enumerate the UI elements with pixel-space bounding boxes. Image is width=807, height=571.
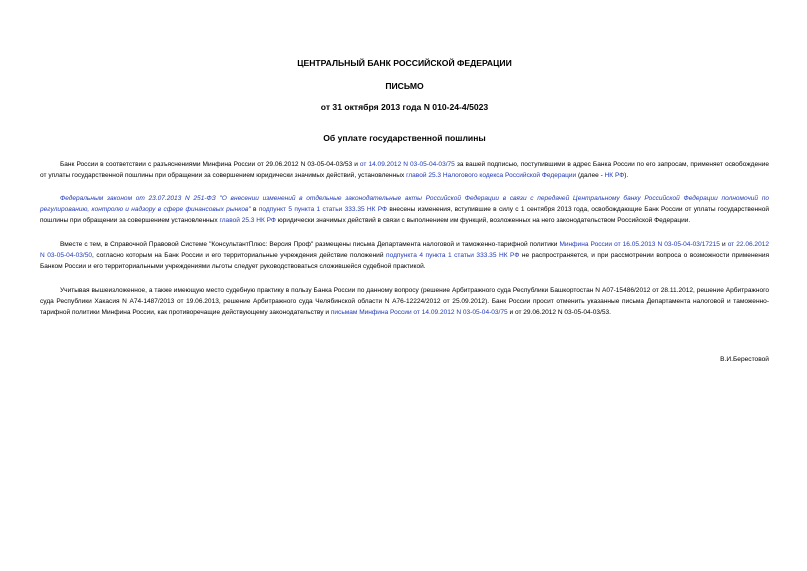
paragraph-text: и от 29.06.2012 N 03-05-04-03/53.: [507, 309, 611, 316]
link-minfin-letter-14-09-2012[interactable]: от 14.09.2012 N 03-05-04-03/75: [359, 161, 455, 168]
link-minfin-letter-16-05-2013[interactable]: Минфина России от 16.05.2013 N 03-05-04-03/17215: [559, 241, 720, 248]
issuer-title: ЦЕНТРАЛЬНЫЙ БАНК РОССИЙСКОЙ ФЕДЕРАЦИИ: [297, 58, 512, 68]
paragraph-4: [40, 285, 769, 318]
paragraph-2: [40, 193, 769, 226]
paragraph-text: внесены изменения, вступившие в силу с 1 сентября 2013 года, освобождающие Банк России от уплаты государственной пошлины при обращении за совершением установленных: [40, 206, 769, 224]
link-federal-law-251-fz[interactable]: Федеральным законом от 23.07.2013 N 251-ФЗ "О внесении изменений в отдельные законодательные акты Российской Федерации в связи с передачей Центральному банку Российской Федерации полномочий по регулированию, контролю и надзору в сфере финансовых рынков": [40, 195, 769, 213]
paragraph-text: и: [719, 241, 728, 248]
link-chapter-25-3-nk-rf[interactable]: главой 25.3 НК РФ: [219, 217, 276, 224]
link-subclause-4-article-333-35[interactable]: подпункта 4 пункта 1 статьи 333.35 НК РФ: [386, 252, 520, 259]
paragraph-3: [40, 239, 769, 272]
link-minfin-letters-14-09-2012[interactable]: письмам Минфина России от 14.09.2012 N 03-05-04-03/75: [330, 309, 508, 316]
paragraph-text: не распространяется, и при рассмотрении вопроса о возможности применения Банком России и его территориальными учреждениями льготы следует руководствоваться сложившейся судебной практикой.: [40, 252, 770, 270]
paragraph-text: за вашей подписью, поступившими в адрес Банка России по его запросам, применяет освобождение от уплаты государственной пошлины при обращении за совершением юридически значимых действий, установленных: [40, 161, 769, 179]
link-minfin-letter-22-06-2012[interactable]: от 22.06.2012 N 03-05-04-03/50: [40, 241, 769, 259]
document-subject: Об уплате государственной пошлины: [323, 133, 486, 143]
link-tax-code-chapter-25-3[interactable]: главой 25.3 Налогового кодекса Российской Федерации: [406, 172, 577, 179]
document-page: [40, 0, 769, 571]
paragraph-text: ).: [624, 172, 629, 179]
paragraph-text: в: [250, 206, 259, 213]
document-date-number: от 31 октября 2013 года N 010-24-4/5023: [320, 102, 489, 112]
paragraph-text: , согласно которым на Банк России и его территориальные учреждения действие положений: [92, 252, 387, 259]
paragraph-text: (далее -: [576, 172, 605, 179]
document-type: ПИСЬМО: [385, 81, 424, 91]
paragraph-text: Вместе с тем, в Справочной Правовой Системе "КонсультантПлюс: Версия Проф" размещены письма Департамента налоговой и таможенно-тарифной политики: [60, 241, 560, 248]
signatory-name: В.И.Берестовой: [720, 356, 769, 363]
link-subclause-5-article-333-35[interactable]: подпункт 5 пункта 1 статьи 333.35 НК РФ: [258, 206, 388, 213]
paragraph-1: [40, 159, 769, 181]
paragraph-text: юридически значимых действий в связи с выполнением им функций, возложенных на него законодательством Российской Федерации.: [275, 217, 691, 224]
paragraph-text: Учитывая вышеизложенное, а также имеющую место судебную практику в пользу Банка России по данному вопросу (решение Арбитражного суда Республики Башкортостан N А07-15486/2012 от 28.11.2012, решение Арбитражного суда Республики Хакасия N А74-1487/2013 от 19.06.2013, решение Арбитражного суда Челябинской области N А76-12224/2012 от 25.09.2012). Банк России просит отменить указанные письма Департамента налоговой и таможенно-тарифной политики Минфина России, как противоречащие действующему законодательству и: [40, 287, 769, 316]
paragraph-text: Банк России в соответствии с разъяснениями Минфина России от 29.06.2012 N 03-05-04-03/53 и: [60, 161, 360, 168]
link-nk-rf[interactable]: НК РФ: [604, 172, 625, 179]
